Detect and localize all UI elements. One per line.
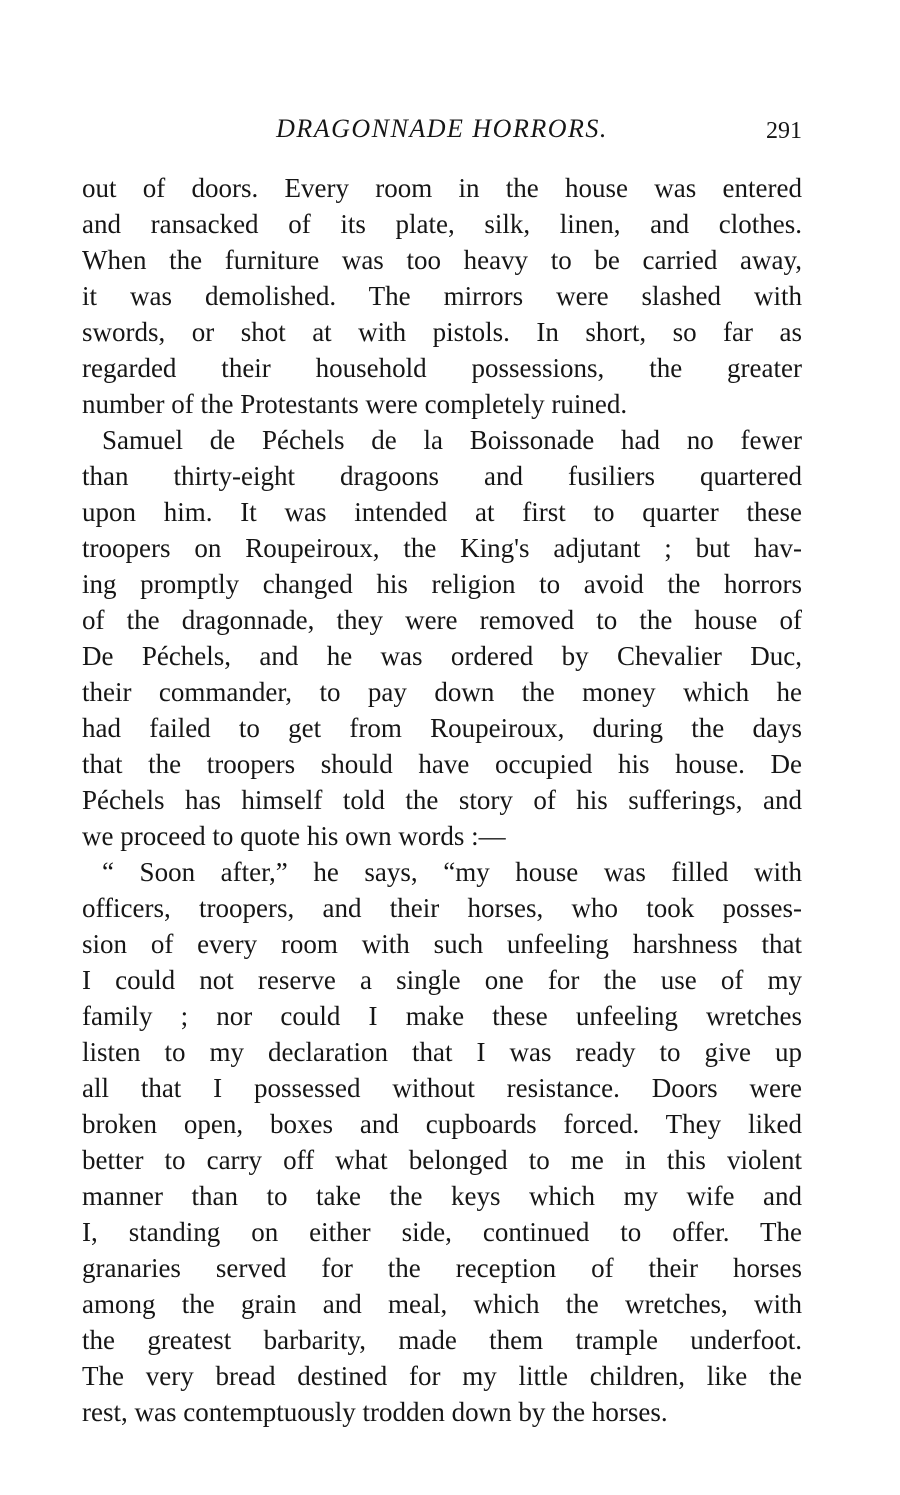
text-line: listen to my declaration that I was ready to give up (82, 1037, 802, 1067)
text-line: family ; nor could I make these unfeeling wretches (82, 1001, 802, 1031)
text-line: When the furniture was too heavy to be carried away, (82, 245, 802, 275)
text-line: officers, troopers, and their horses, who took posses- (82, 893, 802, 923)
text-line: that the troopers should have occupied his house. De (82, 749, 802, 779)
text-line: Samuel de Péchels de la Boissonade had no fewer (102, 425, 802, 455)
text-line: number of the Protestants were completely ruined. (82, 389, 628, 419)
page-number: 291 (766, 118, 802, 144)
text-line: sion of every room with such unfeeling harshness that (82, 929, 802, 959)
text-line: upon him. It was intended at first to quarter these (82, 497, 802, 527)
text-line: broken open, boxes and cupboards forced. They liked (82, 1109, 802, 1139)
text-line: and ransacked of its plate, silk, linen, and clothes. (82, 209, 802, 239)
text-line: out of doors. Every room in the house was entered (82, 173, 802, 203)
text-line: De Péchels, and he was ordered by Chevalier Duc, (82, 641, 802, 671)
text-body (82, 170, 802, 1430)
text-line: among the grain and meal, which the wretches, with (82, 1289, 802, 1319)
text-line: had failed to get from Roupeiroux, during the days (82, 713, 802, 743)
text-line: swords, or shot at with pistols. In short, so far as (82, 317, 802, 347)
text-line: better to carry off what belonged to me in this violent (82, 1145, 802, 1175)
text-line: troopers on Roupeiroux, the King's adjutant ; but hav- (82, 533, 802, 563)
text-line: regarded their household possessions, the greater (82, 353, 802, 383)
text-line: than thirty-eight dragoons and fusiliers quartered (82, 461, 802, 491)
paragraph (82, 422, 802, 854)
text-line: of the dragonnade, they were removed to the house of (82, 605, 802, 635)
text-line: I could not reserve a single one for the use of my (82, 965, 802, 995)
text-line: all that I possessed without resistance. Doors were (82, 1073, 802, 1103)
text-line: “ Soon after,” he says, “my house was filled with (102, 857, 802, 887)
paragraph (82, 854, 802, 1430)
text-line: Péchels has himself told the story of his sufferings, and (82, 785, 802, 815)
text-line: manner than to take the keys which my wife and (82, 1181, 802, 1211)
text-line: rest, was contemptuously trodden down by the horses. (82, 1397, 668, 1427)
text-line: we proceed to quote his own words :— (82, 821, 506, 851)
text-line: the greatest barbarity, made them trample underfoot. (82, 1325, 802, 1355)
running-title: DRAGONNADE HORRORS. (276, 114, 608, 143)
text-line: it was demolished. The mirrors were slashed with (82, 281, 802, 311)
paragraph (82, 170, 802, 422)
text-line: granaries served for the reception of their horses (82, 1253, 802, 1283)
text-line: I, standing on either side, continued to offer. The (82, 1217, 802, 1247)
text-line: their commander, to pay down the money which he (82, 677, 802, 707)
running-head (82, 112, 802, 148)
text-line: The very bread destined for my little children, like the (82, 1361, 802, 1391)
text-line: ing promptly changed his religion to avoid the horrors (82, 569, 802, 599)
